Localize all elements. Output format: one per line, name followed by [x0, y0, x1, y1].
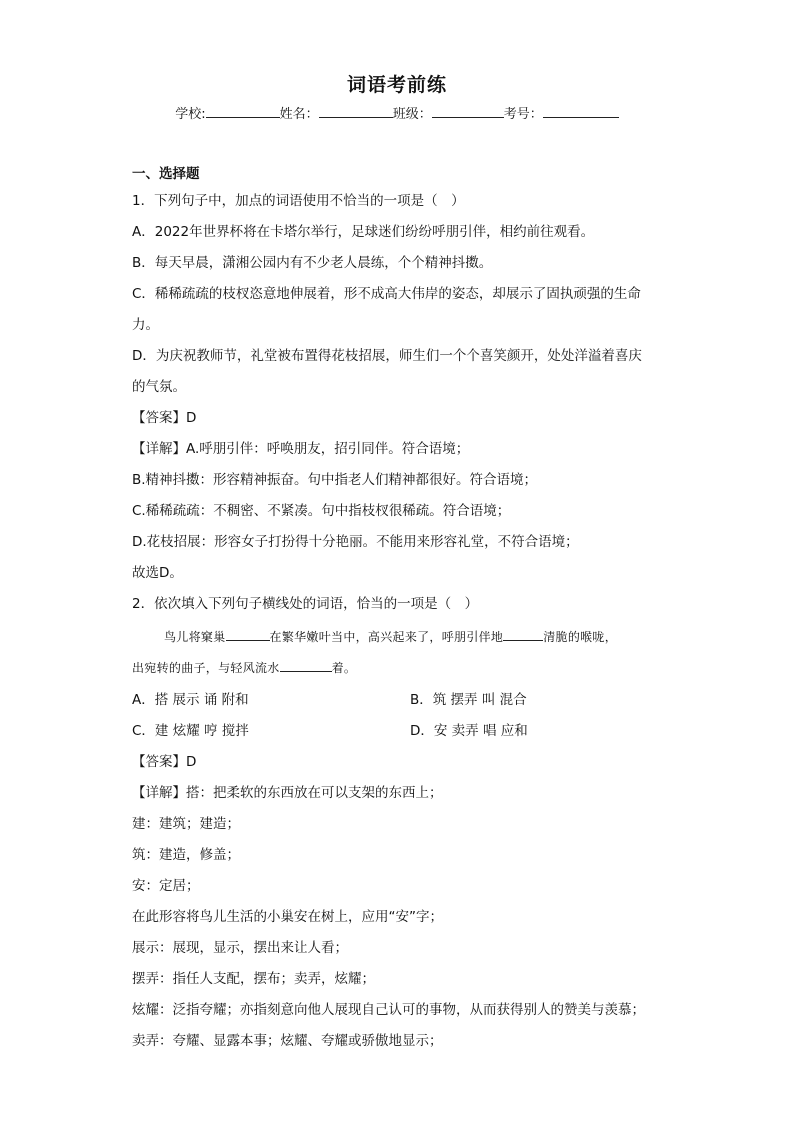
section-title: 一、选择题: [132, 166, 200, 182]
q2-option-a: A．搭 展示 诵 附和: [132, 692, 249, 708]
class-label: 班级：: [392, 107, 432, 122]
q2-answer: 【答案】D: [132, 754, 197, 770]
q2-passage-part2: 在繁华嫩叶当中，高兴起来了，呼朋引伴地: [269, 630, 504, 644]
q2-detail-4: 安：定居；: [132, 878, 200, 894]
q2-detail-1: [132, 784, 443, 802]
q1-option-d-line2: 的气氛。: [132, 379, 186, 395]
q2-detail-5: 在此形容将鸟儿生活的小巢安在树上，应用“安”字；: [132, 909, 443, 925]
q2-detail-1-text: 搭：把柔软的东西放在可以支架的东西上；: [186, 785, 443, 801]
q2-option-d: D．安 卖弄 唱 应和: [410, 723, 528, 739]
q1-detail-a: [132, 440, 469, 458]
q2-blank-2[interactable]: [503, 628, 543, 641]
school-blank[interactable]: [206, 105, 280, 118]
q1-detail-d: D.花枝招展：形容女子打扮得十分艳丽。不能用来形容礼堂，不符合语境；: [132, 534, 579, 550]
q2-detail-9: 卖弄：夸耀、显露本事；炫耀、夸耀或骄傲地显示；: [132, 1033, 443, 1049]
q2-option-b: B．筑 摆弄 叫 混合: [410, 692, 527, 708]
q2-detail-3: 筑：建造，修盖；: [132, 847, 240, 863]
q1-option-c-line2: 力。: [132, 317, 159, 333]
q2-detail-7: 摆弄：指任人支配，摆布；卖弄，炫耀；: [132, 971, 375, 987]
q2-detail-label: 【详解】: [132, 785, 186, 801]
q1-detail-a-text: A.呼朋引伴：呼唤朋友，招引同伴。符合语境；: [186, 441, 470, 457]
q2-blank-1[interactable]: [226, 628, 270, 641]
q2-blank-3[interactable]: [280, 659, 332, 672]
number-label: 考号：: [503, 107, 543, 122]
number-blank[interactable]: [543, 105, 619, 118]
q1-option-a: A．2022年世界杯将在卡塔尔举行，足球迷们纷纷呼朋引伴，相约前往观看。: [132, 224, 595, 240]
class-blank[interactable]: [432, 105, 504, 118]
q2-detail-2: 建：建筑；建造；: [132, 816, 240, 832]
q1-stem: 1．下列句子中，加点的词语使用不恰当的一项是（ ）: [132, 193, 465, 209]
q2-option-c: C．建 炫耀 哼 搅拌: [132, 723, 249, 739]
q1-answer: 【答案】D: [132, 410, 197, 426]
student-info-line: [0, 103, 794, 122]
q1-detail-c: C.稀稀疏疏：不稠密、不紧凑。句中指枝杈很稀疏。符合语境；: [132, 503, 511, 519]
q2-passage-line1: [164, 628, 617, 646]
q2-passage-part3: 清脆的喉咙，: [543, 630, 618, 644]
school-label: 学校:: [175, 107, 206, 122]
q2-detail-8: 炫耀：泛指夸耀；亦指刻意向他人展现自己认可的事物，从而获得别人的赞美与羡慕；: [132, 1002, 645, 1018]
q2-passage-part4: 出宛转的曲子，与轻风流水: [132, 661, 280, 675]
q2-stem: 2．依次填入下列句子横线处的词语，恰当的一项是（ ）: [132, 596, 479, 612]
q2-passage-part5: 着。: [331, 661, 357, 675]
q2-passage-line2: [132, 659, 356, 677]
q2-detail-6: 展示：展现，显示，摆出来让人看；: [132, 940, 348, 956]
q1-detail-label: 【详解】: [132, 441, 186, 457]
q1-conclusion: 故选D。: [132, 565, 183, 581]
q1-detail-b: B.精神抖擞：形容精神振奋。句中指老人们精神都很好。符合语境；: [132, 472, 538, 488]
name-label: 姓名：: [279, 107, 319, 122]
q2-passage-part1: 鸟儿将窠巢: [164, 630, 226, 644]
q1-option-c-line1: C．稀稀疏疏的枝杈恣意地伸展着，形不成高大伟岸的姿态，却展示了固执顽强的生命: [132, 286, 641, 302]
q1-option-d-line1: D．为庆祝教师节，礼堂被布置得花枝招展，师生们一个个喜笑颜开，处处洋溢着喜庆: [132, 348, 642, 364]
name-blank[interactable]: [319, 105, 393, 118]
page-title: 词语考前练: [346, 74, 447, 96]
q1-option-b: B．每天早晨，潇湘公园内有不少老人晨练，个个精神抖擞。: [132, 255, 493, 271]
